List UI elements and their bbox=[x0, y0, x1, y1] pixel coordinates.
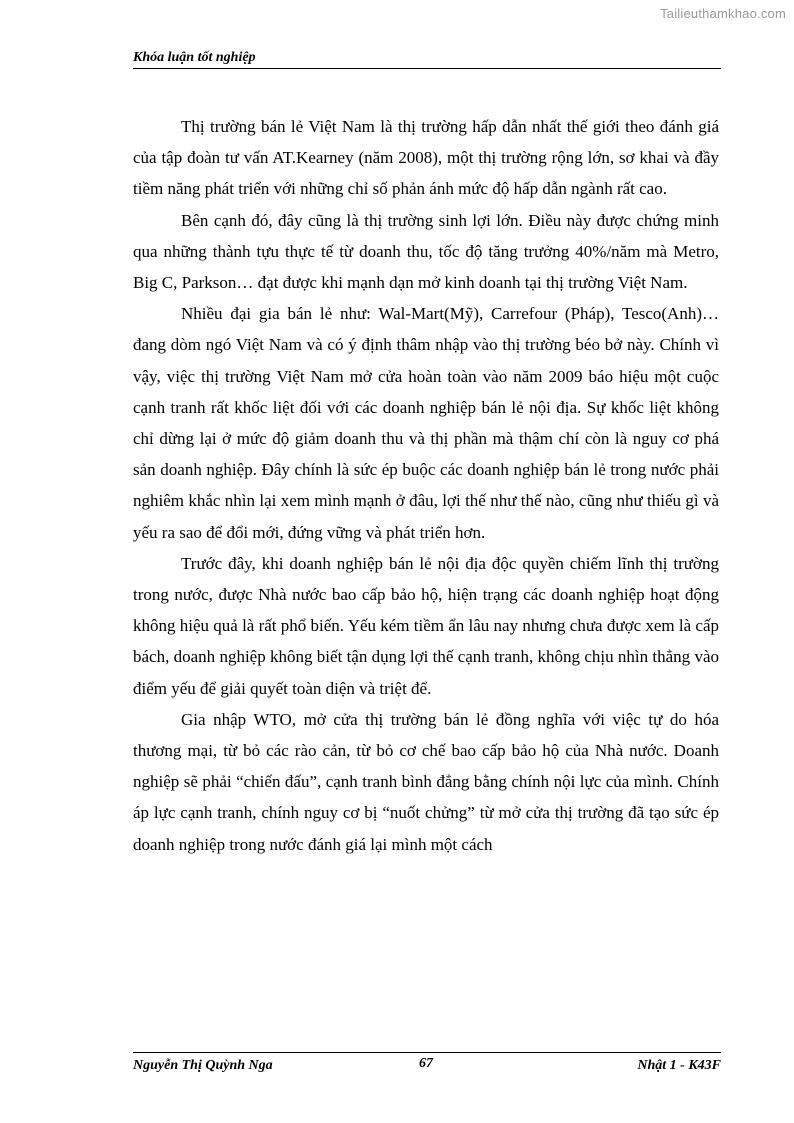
header-divider bbox=[133, 68, 721, 69]
paragraph: Nhiều đại gia bán lẻ như: Wal-Mart(Mỹ), Carrefour (Pháp), Tesco(Anh)… đang dòm ngó Việt Nam và có ý định thâm nhập vào thị trường béo bở này. Chính vì vậy, việc thị trường Việt Nam mở cửa hoàn toàn vào năm 2009 báo hiệu một cuộc cạnh tranh rất khốc liệt đối với các doanh nghiệp bán lẻ nội địa. Sự khốc liệt không chỉ dừng lại ở mức độ giảm doanh thu và thị phần mà thậm chí còn là nguy cơ phá sản doanh nghiệp. Đây chính là sức ép buộc các doanh nghiệp bán lẻ trong nước phải nghiêm khắc nhìn lại xem mình mạnh ở đâu, lợi thế như thế nào, cũng như thiếu gì và yếu ra sao để đổi mới, đứng vững và phát triển hơn. bbox=[133, 304, 719, 542]
footer-class-label: Nhật 1 - K43F bbox=[637, 1058, 721, 1073]
watermark: Tailieuthamkhao.com bbox=[660, 6, 786, 21]
header-title: Khóa luận tốt nghiệp bbox=[133, 50, 256, 65]
paragraph: Thị trường bán lẻ Việt Nam là thị trường hấp dẫn nhất thế giới theo đánh giá của tập đoàn tư vấn AT.Kearney (năm 2008), một thị trường rộng lớn, sơ khai và đầy tiềm năng phát triển với những chỉ số phản ánh mức độ hấp dẫn ngành rất cao. bbox=[133, 117, 719, 199]
page-number: 67 bbox=[419, 1056, 433, 1071]
paragraph: Bên cạnh đó, đây cũng là thị trường sinh lợi lớn. Điều này được chứng minh qua những thành tựu thực tế từ doanh thu, tốc độ tăng trưởng 40%/năm mà Metro, Big C, Parkson… đạt được khi mạnh dạn mở kinh doanh tại thị trường Việt Nam. bbox=[133, 210, 719, 293]
page-footer bbox=[133, 1056, 721, 1078]
footer-divider bbox=[133, 1052, 721, 1053]
paragraph: Trước đây, khi doanh nghiệp bán lẻ nội địa độc quyền chiếm lĩnh thị trường trong nước, được Nhà nước bao cấp bảo hộ, hiện trạng các doanh nghiệp hoạt động không hiệu quả là rất phổ biến. Yếu kém tiềm ẩn lâu nay nhưng chưa được xem là cấp bách, doanh nghiệp không biết tận dụng lợi thế cạnh tranh, không chịu nhìn thẳng vào điểm yếu để giải quyết toàn diện và triệt để. bbox=[133, 553, 719, 698]
footer-author: Nguyễn Thị Quỳnh Nga bbox=[133, 1058, 273, 1073]
paragraph: Gia nhập WTO, mở cửa thị trường bán lẻ đồng nghĩa với việc tự do hóa thương mại, từ bỏ các rào cản, từ bỏ cơ chế bao cấp bảo hộ của Nhà nước. Doanh nghiệp sẽ phải “chiến đấu”, cạnh tranh bình đẳng bằng chính nội lực của mình. Chính áp lực cạnh tranh, chính nguy cơ bị “nuốt chửng” từ mở cửa thị trường đã tạo sức ép doanh nghiệp trong nước đánh giá lại mình một cách bbox=[133, 709, 719, 854]
document-body bbox=[133, 111, 719, 860]
